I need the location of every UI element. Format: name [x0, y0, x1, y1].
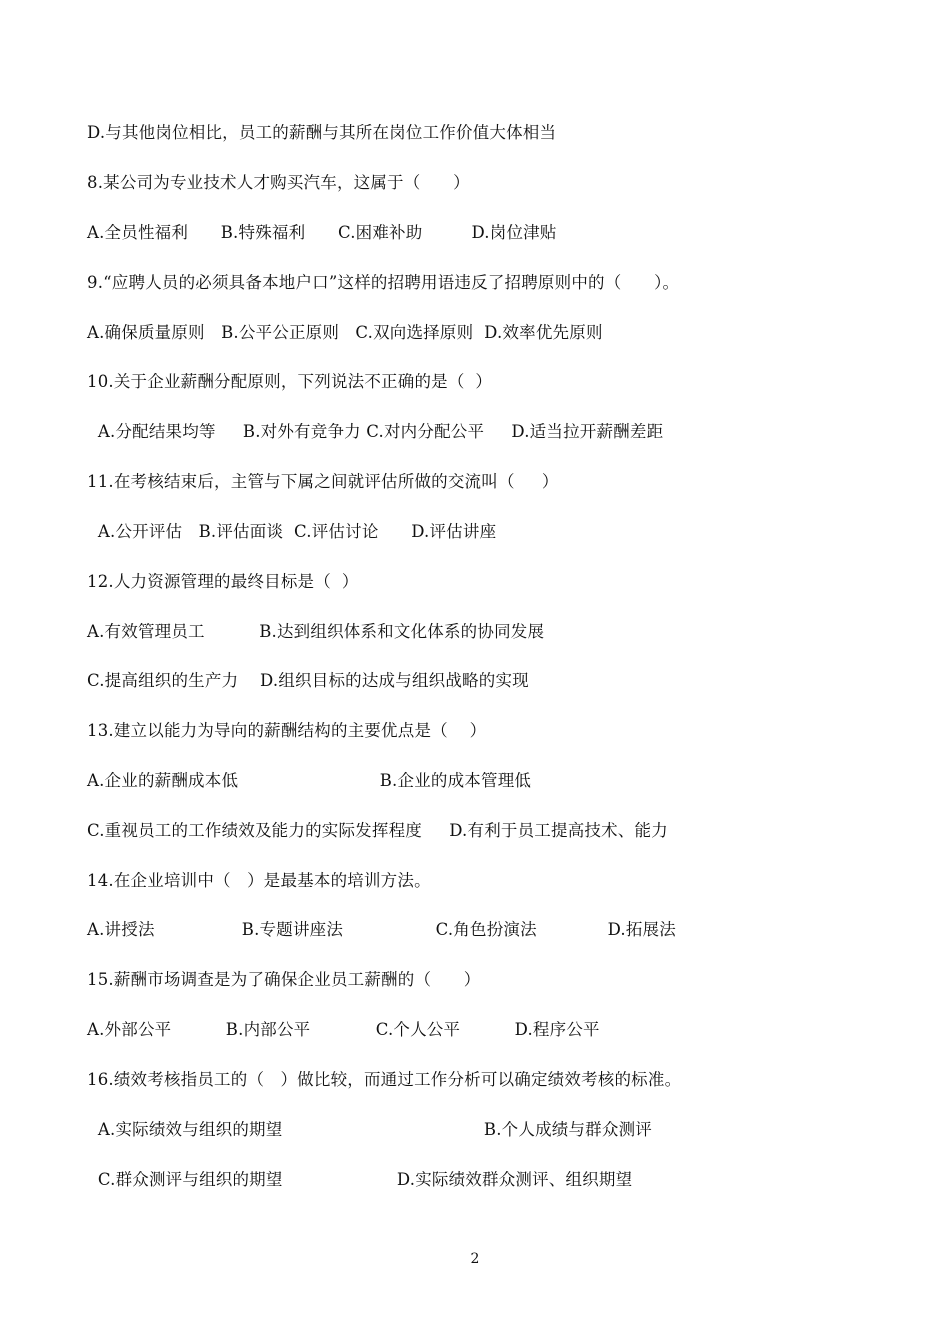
- options-16-cd: C.群众测评与组织的期望 D.实际绩效群众测评、组织期望: [87, 1170, 633, 1189]
- option-line-7d: D.与其他岗位相比，员工的薪酬与其所在岗位工作价值大体相当: [87, 123, 557, 142]
- options-12-ab: A.有效管理员工 B.达到组织体系和文化体系的协同发展: [87, 622, 545, 641]
- options-8: A.全员性福利 B.特殊福利 C.困难补助 D.岗位津贴: [87, 223, 557, 242]
- options-12-cd: C.提高组织的生产力 D.组织目标的达成与组织战略的实现: [87, 671, 529, 690]
- question-12: 12.人力资源管理的最终目标是（ ）: [87, 572, 359, 591]
- question-10: 10.关于企业薪酬分配原则，下列说法不正确的是（ ）: [87, 372, 493, 391]
- question-11: 11.在考核结束后，主管与下属之间就评估所做的交流叫（ ）: [87, 472, 559, 491]
- question-14: 14.在企业培训中（ ）是最基本的培训方法。: [87, 871, 431, 890]
- options-10: A.分配结果均等 B.对外有竞争力 C.对内分配公平 D.适当拉开薪酬差距: [87, 422, 664, 441]
- options-15: A.外部公平 B.内部公平 C.个人公平 D.程序公平: [87, 1020, 600, 1039]
- page-number: 2: [470, 1251, 480, 1267]
- options-13-ab: A.企业的薪酬成本低 B.企业的成本管理低: [87, 771, 532, 790]
- question-15: 15.薪酬市场调查是为了确保企业员工薪酬的（ ）: [87, 970, 481, 989]
- question-8: 8.某公司为专业技术人才购买汽车，这属于（ ）: [87, 173, 470, 192]
- question-9: 9.“应聘人员的必须具备本地户口”这样的招聘用语违反了招聘原则中的（ ）。: [87, 273, 680, 292]
- question-16: 16.绩效考核指员工的（ ）做比较，而通过工作分析可以确定绩效考核的标准。: [87, 1070, 682, 1089]
- options-11: A.公开评估 B.评估面谈 C.评估讨论 D.评估讲座: [87, 522, 497, 541]
- options-13-cd: C.重视员工的工作绩效及能力的实际发挥程度 D.有利于员工提高技术、能力: [87, 821, 668, 840]
- question-13: 13.建立以能力为导向的薪酬结构的主要优点是（ ）: [87, 721, 487, 740]
- options-14: A.讲授法 B.专题讲座法 C.角色扮演法 D.拓展法: [87, 920, 676, 939]
- options-16-ab: A.实际绩效与组织的期望 B.个人成绩与群众测评: [87, 1120, 652, 1139]
- options-9: A.确保质量原则 B.公平公正原则 C.双向选择原则 D.效率优先原则: [87, 323, 603, 342]
